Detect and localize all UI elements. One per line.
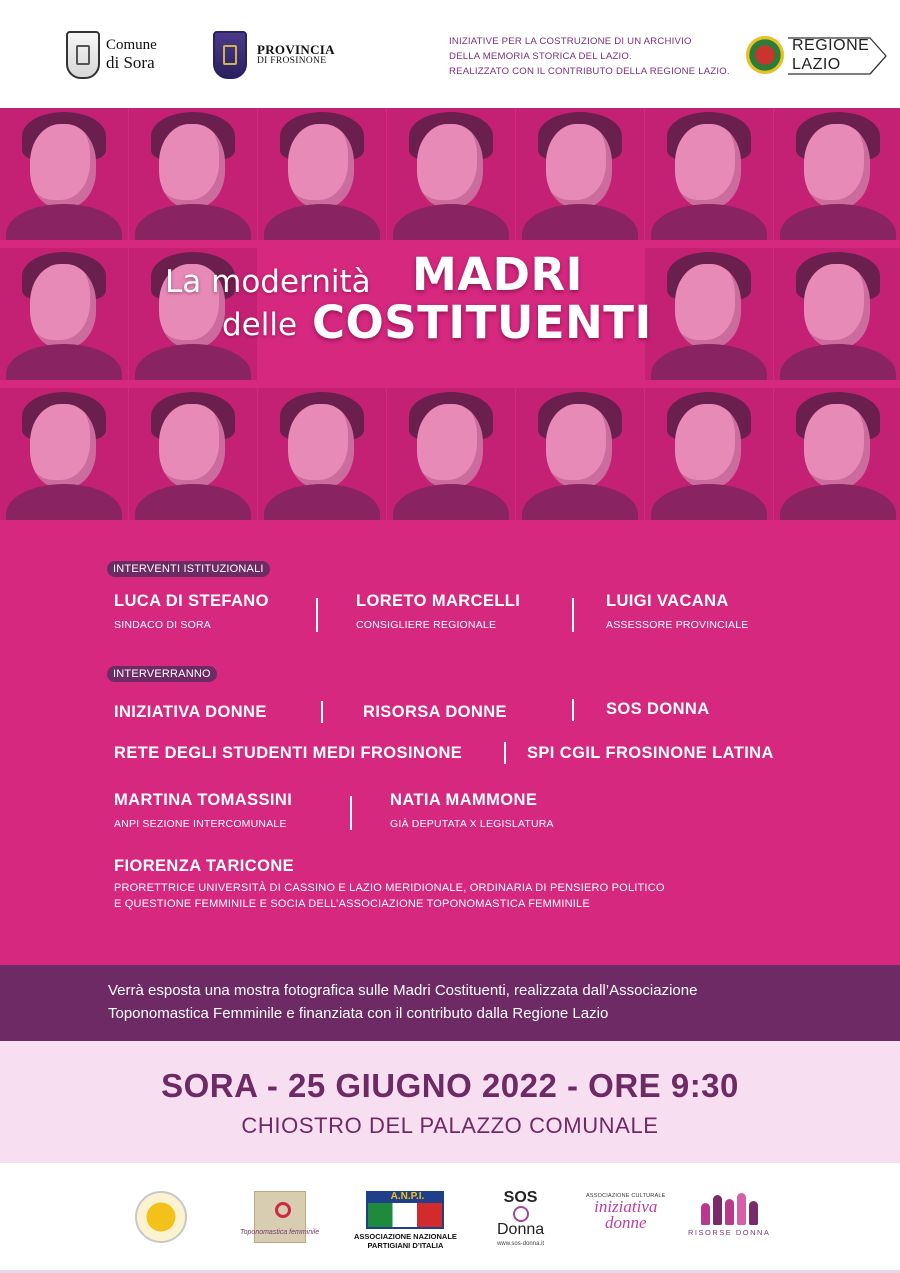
title-bold-2: COSTITUENTI [312,296,652,349]
organization-name: INIZIATIVA DONNE [114,703,267,721]
speaker-role: ASSESSORE PROVINCIALE [606,619,749,631]
institutional-label: INTERVENTI ISTITUZIONALI [107,561,270,577]
exhibition-line: Toponomastica Femminile e finanziata con il contributo dalla Regione Lazio [108,1005,609,1022]
sos-url: www.sos-donna.it [497,1241,545,1247]
risorse-donna-figures-icon [701,1193,758,1225]
header-note-line: INIZIATIVE PER LA COSTRUZIONE DI UN ARCHIVIO [449,36,692,47]
portrait [387,388,515,520]
exhibition-line: Verrà esposta una mostra fotografica sulle Madri Costituenti, realizzata dall’Associazione [108,982,698,999]
organization-name: SOS DONNA [606,700,710,718]
portrait [516,108,644,240]
exhibition-text [108,979,808,1025]
sponsor-logo-anpi [354,1191,457,1250]
provincia-crest-icon [213,31,247,79]
separator [321,701,323,723]
sponsor-logo-sos-donna [497,1190,544,1252]
idonne-line2: donne [604,1213,647,1232]
title-bold-1: MADRI [412,248,583,301]
event-venue: CHIOSTRO DEL PALAZZO COMUNALE [241,1113,659,1138]
organization-name: RISORSA DONNE [363,703,507,721]
portrait [129,388,257,520]
separator [572,699,574,721]
portrait [258,108,386,240]
header-note [449,34,730,79]
sponsor-logo-iniziativa-donne [586,1193,665,1231]
separator [572,598,574,632]
regione-line2: LAZIO [792,56,841,73]
anpi-caption-line: ASSOCIAZIONE NAZIONALE [354,1232,457,1241]
speaker-role: SINDACO DI SORA [114,619,211,631]
organization-name: RETE DEGLI STUDENTI MEDI FROSINONE [114,744,463,762]
provincia-line2: DI FROSINONE [257,55,327,66]
separator [316,598,318,632]
sos-line1: SOS [503,1189,538,1206]
speaker-role: ANPI SEZIONE INTERCOMUNALE [114,818,287,830]
risorse-donna-label: RISORSE DONNA [688,1228,771,1237]
exhibition-band [0,965,900,1041]
featured-speaker-name: FIORENZA TARICONE [114,857,295,875]
portrait [129,108,257,240]
comune-logo [66,31,157,79]
idonne-small: ASSOCIAZIONE CULTURALE [586,1193,666,1199]
featured-desc-line: E QUESTIONE FEMMINILE E SOCIA DELL’ASSOCIAZIONE TOPONOMASTICA FEMMINILE [114,898,590,910]
comune-line1: Comune [106,37,157,54]
provincia-logo [213,31,335,79]
speaker-role: GIÀ DEPUTATA X LEGISLATURA [390,818,554,830]
speaker-name: LUIGI VACANA [606,592,729,610]
title-light-2: delle [222,307,298,343]
toponomastica-label: Toponomastica femminile [240,1229,320,1236]
portrait [645,108,773,240]
speaker-name: LORETO MARCELLI [356,592,521,610]
sponsor-logo-risorse-donna [688,1193,770,1237]
portrait [516,388,644,520]
header [0,0,900,108]
program-section [0,520,900,965]
header-note-line: REALIZZATO CON IL CONTRIBUTO DELLA REGIONE LAZIO. [449,66,730,77]
speakers-label: INTERVERRANNO [107,666,217,682]
regione-line1: REGIONE [792,37,870,54]
speaker-name: MARTINA TOMASSINI [114,791,293,809]
comune-crest-icon [66,31,100,79]
header-note-line: DELLA MEMORIA STORICA DEL LAZIO. [449,51,632,62]
separator [504,742,506,764]
featured-desc-line: PRORETTRICE UNIVERSITÀ DI CASSINO E LAZIO MERIDIONALE, ORDINARIA DI PENSIERO POLITICO [114,882,665,894]
speaker-name: NATIA MAMMONE [390,791,538,809]
sun-seal-icon [135,1191,187,1243]
portrait [258,388,386,520]
separator [350,796,352,830]
sos-line2: Donna [497,1221,545,1238]
idonne-line1: iniziativa [594,1197,658,1216]
featured-speaker-desc [114,880,665,912]
sponsor-logo-toponomastica [240,1191,319,1236]
portrait [0,388,128,520]
regione-lazio-emblem-icon [746,36,784,74]
event-title [0,246,900,356]
speaker-name: LUCA DI STEFANO [114,592,269,610]
anpi-title: A.N.P.I. [390,1191,425,1202]
speaker-role: CONSIGLIERE REGIONALE [356,619,497,631]
anpi-caption-line: PARTIGIANI D’ITALIA [367,1241,444,1250]
sponsor-logos [0,1163,900,1273]
venus-icon [513,1206,529,1222]
comune-line2: di Sora [106,52,155,72]
title-light-1: La modernità [165,264,371,300]
event-details [0,1041,900,1163]
portrait [387,108,515,240]
portrait [645,388,773,520]
event-date: SORA - 25 GIUGNO 2022 - ORE 9:30 [161,1067,739,1104]
hero-banner [0,108,900,520]
organization-name: SPI CGIL FROSINONE LATINA [527,744,774,762]
provincia-line1: PROVINCIA [257,42,335,58]
portrait [774,108,900,240]
sponsor-logo-seal [135,1191,187,1243]
portrait [0,108,128,240]
portrait [774,388,900,520]
regione-lazio-text [792,36,869,74]
anpi-flag-icon [366,1191,444,1229]
